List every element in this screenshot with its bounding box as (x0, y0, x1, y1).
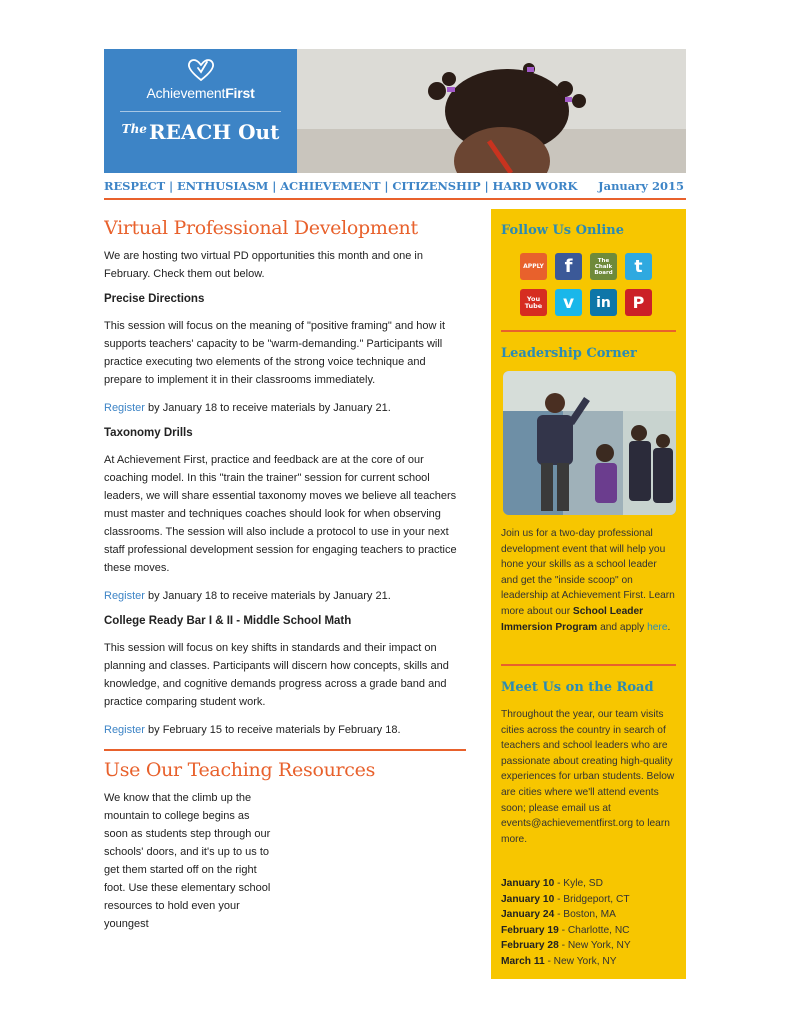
twitter-icon-label: t (634, 256, 643, 277)
event-place: - Boston, MA (554, 909, 616, 921)
brand-divider (120, 111, 281, 112)
leadership-text-part: Join us for a two-day professional development event that will help you hone your skills as a school leader and get the "inside scoop" on leadership at Achievement First. Learn more about our (501, 528, 675, 617)
event-date: March 11 (501, 955, 545, 967)
event-place: - Bridgeport, CT (554, 893, 630, 905)
social-icons (520, 253, 660, 325)
register-text: by February 15 to receive materials by February 18. (144, 724, 401, 736)
list-item (501, 954, 676, 970)
values-tagline: RESPECT | ENTHUSIASM | ACHIEVEMENT | CITIZENSHIP | HARD WORK (104, 179, 578, 193)
register-text: by January 18 to receive materials by January 21. (144, 590, 391, 602)
leadership-corner-title: Leadership Corner (501, 346, 637, 361)
linkedin-icon-label: in (596, 294, 611, 311)
register-text: by January 18 to receive materials by January 21. (144, 402, 391, 414)
leadership-text (501, 526, 676, 635)
list-item (501, 876, 676, 892)
main-column (104, 209, 466, 1024)
session-title: College Ready Bar I & II - Middle School Math (104, 615, 352, 627)
teaching-resources-text: We know that the climb up the mountain to college begins as soon as students step through our schools' doors, and it's up to us to get them started off on the right foot. Use these elementary school resources to hold even your youngest (104, 792, 271, 930)
event-date: January 10 (501, 878, 555, 889)
twitter-icon[interactable] (625, 253, 652, 280)
pinterest-icon-label: P (632, 293, 645, 312)
list-item (501, 938, 676, 954)
section-title-teaching-resources: Use Our Teaching Resources (104, 759, 376, 781)
session-description: This session will focus on key shifts in standards and their impact on planning and classes. Participants will discern how concepts, skills and knowledge, and cognitive demands progress across a grade band and practice comparing student work. (104, 642, 449, 708)
youtube-icon-label: You Tube (524, 294, 543, 310)
heart-logo-icon (186, 56, 216, 82)
linkedin-icon[interactable] (590, 289, 617, 316)
list-item (501, 907, 676, 923)
brand-panel (104, 49, 297, 173)
apply-icon-label: APPLY (523, 263, 544, 270)
session-register (104, 721, 466, 739)
facebook-icon-label: f (564, 256, 573, 277)
pinterest-icon[interactable] (625, 289, 652, 316)
apply-icon[interactable] (520, 253, 547, 280)
chalkboard-icon-label: The Chalk Board (594, 257, 613, 276)
register-link[interactable]: Register (104, 590, 145, 602)
event-place: - New York, NY (544, 955, 617, 967)
facebook-icon[interactable] (555, 253, 582, 280)
session-description: At Achievement First, practice and feedback are at the core of our coaching model. In this "train the trainer" session for current school leaders, we will share essential taxonomy moves we believe all teachers must master and techniques coaches should look for when observing classrooms. The session will also include a protocol to use in your next staff professional development session for engaging teachers to practice these moves. (104, 454, 457, 574)
sidebar-divider (501, 664, 676, 666)
session-title: Taxonomy Drills (104, 427, 193, 439)
meet-us-title: Meet Us on the Road (501, 680, 654, 695)
road-text: Throughout the year, our team visits cities across the country in search of teachers and school leaders who are passionate about creating high-quality experiences for urban students. Below are cities where we'll attend events soon; please email us at events@achievementfirst.org to learn more. (501, 709, 675, 845)
event-date: February 19 (501, 924, 559, 936)
event-place: - New York, NY (558, 940, 631, 952)
apply-here-link[interactable]: here (647, 621, 668, 633)
leadership-program-name: School Leader Immersion Program (501, 605, 644, 633)
session-description: This session will focus on the meaning of "positive framing" and how it supports teachers' capacity to be "warm-demanding." Participants will practice executing two elements of the strong voice technique and prepare to implement it in their classrooms immediately. (104, 320, 446, 386)
section-title-virtual-pd: Virtual Professional Development (104, 217, 418, 239)
leadership-text-part: . (667, 621, 671, 633)
section-divider (104, 749, 466, 751)
social-row (520, 253, 660, 280)
virtual-pd-intro: We are hosting two virtual PD opportunities this month and one in February. Check them out below. (104, 250, 423, 280)
org-name-bold: First (225, 85, 255, 101)
events-list (501, 876, 676, 970)
event-date: February 28 (501, 940, 559, 952)
newsletter-header (104, 49, 686, 173)
social-row (520, 289, 660, 316)
chalkboard-icon[interactable] (590, 253, 617, 280)
youtube-icon[interactable] (520, 289, 547, 316)
event-date: January 24 (501, 909, 555, 921)
follow-us-title: Follow Us Online (501, 223, 625, 238)
student-writing-image (297, 49, 686, 173)
event-place: - Kyle, SD (554, 878, 603, 889)
session-title: Precise Directions (104, 293, 205, 305)
event-place: - Charlotte, NC (558, 924, 630, 936)
list-item (501, 923, 676, 939)
sidebar-divider (501, 330, 676, 332)
header-divider (104, 198, 686, 200)
leadership-text-part: and apply (597, 621, 648, 633)
register-link[interactable]: Register (104, 402, 145, 414)
leader-high-five-image (503, 371, 676, 515)
list-item (501, 892, 676, 908)
org-name-light: Achievement (146, 85, 226, 101)
session-register (104, 587, 466, 605)
vimeo-icon[interactable] (555, 289, 582, 316)
values-bar (104, 176, 686, 196)
vimeo-icon-label: v (562, 292, 575, 313)
sidebar (491, 209, 686, 979)
org-logo-text (104, 85, 297, 101)
issue-date: January 2015 (598, 179, 684, 193)
session-register (104, 399, 466, 417)
publication-title-main: REACH Out (148, 120, 280, 144)
publication-title (104, 120, 297, 144)
event-date: January 10 (501, 893, 555, 905)
leadership-photo (503, 371, 676, 515)
publication-title-the: The (121, 122, 147, 136)
header-student-photo (297, 49, 686, 173)
register-link[interactable]: Register (104, 724, 145, 736)
